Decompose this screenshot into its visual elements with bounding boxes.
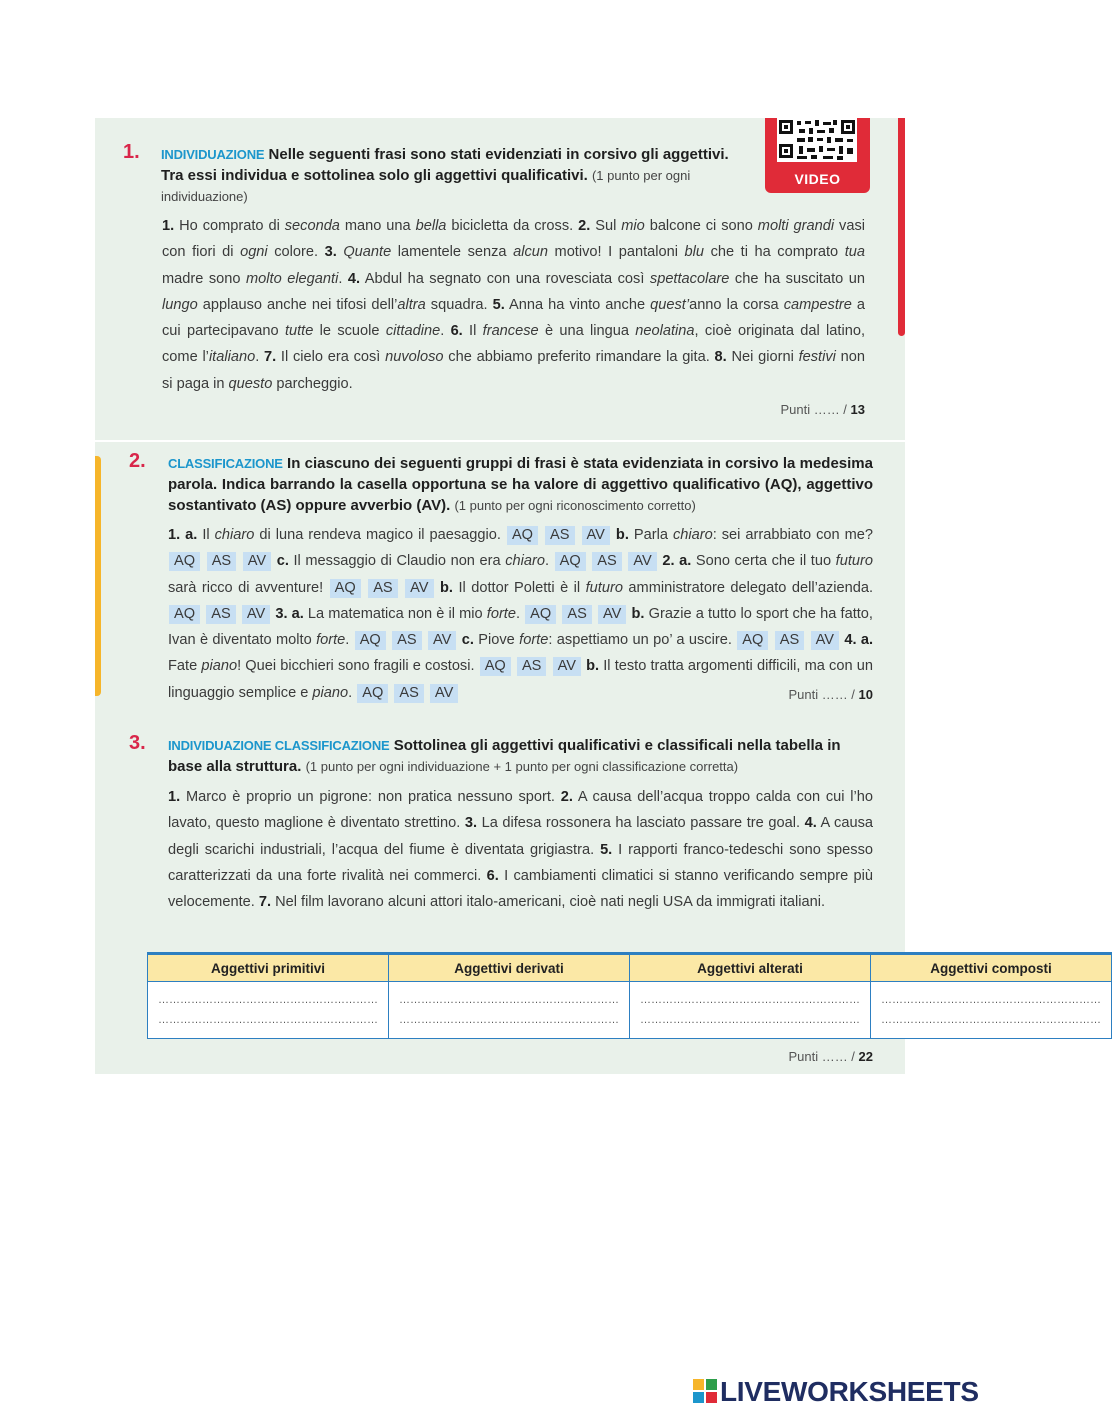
exercise-3-text: 1. Marco è proprio un pigrone: non pratica nessuno sport. 2. A causa dell’acqua troppo calda con cui l’ho lavato, questo maglione è diventato strettino. 3. La difesa rossonera ha lasciato passare tre goal. 4. A causa degli scarichi industriali, l’acqua del fiume è diventata grigiastra. 5. I rapporti franco-tedeschi sono spesso caratterizzati da una forte rivalità nei commerci. 6. I cambiamenti climatici si stanno verificando sempre più velocemente. 7. Nel film lavorano alcuni attori italo-americani, cioè nati negli USA da immigrati italiani. [168, 789, 873, 911]
exercise-2-instruction-a: In ciascuno dei seguenti gruppi di frasi è stata evidenziata in corsivo la medesima parola. [168, 455, 873, 493]
exercise-2-text: 1. a. Il chiaro di luna rendeva magico il paesaggio. AQ AS AV b. Parla chiaro: sei arrabbiato con me? AQ AS AV c. Il messaggio di Claudio non era chiaro. AQ AS AV 2. a. Sono certa che il tuo futuro sarà ricco di avventure! AQ AS AV b. Il dottor Poletti è il futuro amministratore delegato dell’azienda. AQ AS AV 3. a. La matematica non è il mio forte. AQ AS AV b. Grazie a tutto lo sport che ha fatto, Ivan è diventato molto forte. AQ AS AV c. Piove forte: aspettiamo un po’ a uscire. AQ AS AV 4. a. Fate piano! Quei bicchieri sono fragili e costosi. AQ AS AV b. Il testo tratta argomenti difficili, ma con un linguaggio semplice e piano. AQ AS AV [168, 527, 874, 701]
exercise-1-instruction-c: solo gli aggettivi qualificativi. [374, 167, 588, 184]
exercise-3-number: 3. [129, 732, 146, 754]
score-label: Punti …… / [788, 687, 859, 702]
option-as[interactable]: AS [392, 631, 421, 650]
answer-line[interactable]: …………………………………………………… [158, 994, 378, 1006]
liveworksheets-logo-icon [693, 1379, 717, 1403]
option-av[interactable]: AV [628, 552, 656, 571]
exercise-3-note: (1 punto per ogni individuazione + 1 punto per ogni classificazione corretta) [305, 759, 739, 774]
header-alterati: Aggettivi alterati [630, 954, 871, 982]
exercise-2-note: (1 punto per ogni riconoscimento corretto) [454, 498, 696, 513]
verb-classificali: classificali [657, 737, 733, 754]
exercise-1-tag: INDIVIDUAZIONE [161, 147, 265, 162]
score-max: 22 [858, 1049, 873, 1064]
option-as[interactable]: AS [206, 605, 235, 624]
exercise-2-score [695, 687, 873, 702]
option-as[interactable]: AS [562, 605, 591, 624]
answer-line[interactable]: …………………………………………………… [881, 1014, 1101, 1026]
side-accent-yellow [95, 456, 101, 696]
classification-table [147, 952, 1112, 1039]
exercise-3-score [695, 1049, 873, 1064]
option-aq[interactable]: AQ [480, 657, 511, 676]
answer-line[interactable]: …………………………………………………… [640, 994, 860, 1006]
answer-line[interactable]: …………………………………………………… [640, 1014, 860, 1026]
liveworksheets-brand[interactable]: LIVEWORKSHEETS [720, 1376, 979, 1407]
score-max: 13 [850, 402, 865, 417]
video-label: VIDEO [794, 171, 841, 187]
option-aq[interactable]: AQ [555, 552, 586, 571]
option-av[interactable]: AV [430, 684, 458, 703]
verb-indica: Indica [221, 476, 266, 493]
option-as[interactable]: AS [592, 552, 621, 571]
option-as[interactable]: AS [775, 631, 804, 650]
qr-code-icon [777, 118, 857, 162]
exercise-3-instruction-b: nella tabella in base alla struttura. [168, 737, 841, 775]
answer-line[interactable]: …………………………………………………… [158, 1014, 378, 1026]
answer-cell-alterati[interactable] [630, 982, 871, 1039]
header-composti: Aggettivi composti [871, 954, 1112, 982]
exercise-1-score [655, 402, 865, 417]
side-accent-red [898, 118, 905, 336]
exercise-3-instruction-a: gli aggettivi qualificativi e [466, 737, 658, 754]
verb-individua: individua [221, 167, 287, 184]
option-aq[interactable]: AQ [169, 605, 200, 624]
exercise-1-instruction-and: e [286, 167, 304, 184]
answer-line[interactable]: …………………………………………………… [399, 1014, 619, 1026]
answer-cell-composti[interactable] [871, 982, 1112, 1039]
video-qr-badge[interactable] [765, 118, 870, 193]
option-aq[interactable]: AQ [169, 552, 200, 571]
answer-line[interactable]: …………………………………………………… [399, 994, 619, 1006]
option-aq[interactable]: AQ [330, 579, 361, 598]
exercise-1-instruction-b: Tra essi [161, 167, 222, 184]
option-aq[interactable]: AQ [507, 526, 538, 545]
header-primitivi: Aggettivi primitivi [148, 954, 389, 982]
option-aq[interactable]: AQ [737, 631, 768, 650]
option-av[interactable]: AV [243, 552, 271, 571]
score-label: Punti …… / [780, 402, 851, 417]
exercise-3-tag: INDIVIDUAZIONE CLASSIFICAZIONE [168, 738, 390, 753]
score-label: Punti …… / [788, 1049, 859, 1064]
header-derivati: Aggettivi derivati [389, 954, 630, 982]
option-as[interactable]: AS [394, 684, 423, 703]
option-aq[interactable]: AQ [355, 631, 386, 650]
exercise-1-instruction-a: Nelle seguenti frasi sono stati evidenziati in corsivo gli aggettivi. [268, 146, 729, 163]
option-as[interactable]: AS [207, 552, 236, 571]
option-aq[interactable]: AQ [525, 605, 556, 624]
option-av[interactable]: AV [405, 579, 433, 598]
exercise-1-number: 1. [123, 141, 140, 163]
exercise-3-heading [168, 735, 873, 777]
exercise-2-tag: CLASSIFICAZIONE [168, 456, 283, 471]
option-as[interactable]: AS [517, 657, 546, 676]
exercise-1-heading [161, 144, 761, 207]
option-av[interactable]: AV [598, 605, 626, 624]
option-av[interactable]: AV [242, 605, 270, 624]
exercise-1-note: (1 punto per ogni individuazione) [161, 168, 691, 204]
verb-sottolinea: Sottolinea [393, 737, 467, 754]
worksheet-page [95, 118, 1101, 1074]
option-as[interactable]: AS [545, 526, 574, 545]
verb-sottolinea: sottolinea [303, 167, 375, 184]
option-av[interactable]: AV [553, 657, 581, 676]
answer-cell-derivati[interactable] [389, 982, 630, 1039]
exercise-1-text: 1. Ho comprato di seconda mano una bella bicicletta da cross. 2. Sul mio balcone ci sono molti grandi vasi con fiori di ogni colore. 3. Quante lamentele senza alcun motivo! I pantaloni blu che ti ha comprato tua madre sono molto eleganti. 4. Abdul ha segnato con una rovesciata così spettacolare che ha suscitato un lungo applauso anche nei tifosi dell’altra squadra. 5. Anna ha vinto anche quest’anno la corsa campestre a cui partecipavano tutte le scuole cittadine. 6. Il francese è una lingua neolatina, cioè originata dal latino, come l’italiano. 7. Il cielo era così nuvoloso che abbiamo preferito rimandare la gita. 8. Nei giorni festivi non si paga in questo parcheggio. [162, 218, 866, 392]
exercise-2-number: 2. [129, 450, 146, 472]
score-max: 10 [858, 687, 873, 702]
option-as[interactable]: AS [368, 579, 397, 598]
option-av[interactable]: AV [428, 631, 456, 650]
option-av[interactable]: AV [582, 526, 610, 545]
option-av[interactable]: AV [811, 631, 839, 650]
option-aq[interactable]: AQ [357, 684, 388, 703]
answer-cell-primitivi[interactable] [148, 982, 389, 1039]
answer-line[interactable]: …………………………………………………… [881, 994, 1101, 1006]
exercise-2-heading [168, 453, 873, 516]
exercise-2-instruction-b: barrando la casella opportuna se ha valore di aggettivo qualificativo (AQ), aggettivo sostantivato (AS) oppure avverbio (AV). [168, 476, 873, 514]
section-divider [95, 440, 905, 442]
